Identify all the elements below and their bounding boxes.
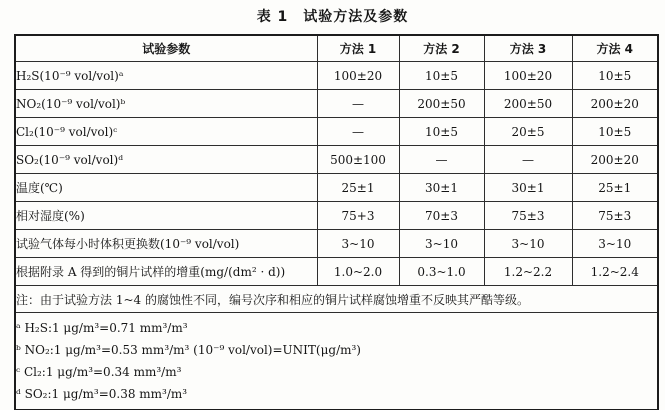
table-title: 表 1 试验方法及参数: [256, 9, 409, 25]
value-cell: 10±5: [399, 118, 484, 146]
value-cell: 75+3: [317, 202, 399, 230]
table-row: [15, 230, 658, 258]
param-label: SO₂(10⁻⁹ vol/vol)ᵈ: [15, 146, 317, 174]
footnotes-row: [15, 313, 658, 410]
footnote-d: ᵈ SO₂:1 μg/m³=0.38 mm³/m³: [16, 387, 188, 401]
value-cell: 75±3: [572, 202, 658, 230]
footnotes-block: [15, 313, 658, 410]
value-cell: 25±1: [572, 174, 658, 202]
value-cell: 1.0~2.0: [317, 258, 399, 286]
param-label: 根据附录 A 得到的铜片试样的增重(mg/(dm² · d)): [15, 258, 317, 286]
value-cell: 20±5: [484, 118, 572, 146]
footnote-a: ᵃ H₂S:1 μg/m³=0.71 mm³/m³: [16, 321, 188, 335]
table-row: [15, 174, 658, 202]
table-row: [15, 62, 658, 90]
value-cell: 200±50: [484, 90, 572, 118]
value-cell: 30±1: [484, 174, 572, 202]
value-cell: 200±20: [572, 146, 658, 174]
value-cell: 200±20: [572, 90, 658, 118]
column-header-parameter: 试验参数: [15, 35, 317, 62]
value-cell: —: [484, 146, 572, 174]
value-cell: —: [317, 90, 399, 118]
param-label: NO₂(10⁻⁹ vol/vol)ᵇ: [15, 90, 317, 118]
param-label: H₂S(10⁻⁹ vol/vol)ᵃ: [15, 62, 317, 90]
value-cell: —: [399, 146, 484, 174]
test-parameters-table: [14, 34, 659, 410]
table-note: 注：由于试验方法 1~4 的腐蚀性不同，编号次序和相应的铜片试样腐蚀增重不反映其严酷等级。: [15, 286, 658, 313]
value-cell: 10±5: [572, 62, 658, 90]
param-label: 试验气体每小时体积更换数(10⁻⁹ vol/vol): [15, 230, 317, 258]
value-cell: 10±5: [572, 118, 658, 146]
value-cell: 100±20: [484, 62, 572, 90]
column-header-method-1: 方法 1: [317, 35, 399, 62]
value-cell: 70±3: [399, 202, 484, 230]
column-header-method-3: 方法 3: [484, 35, 572, 62]
param-label: 温度(℃): [15, 174, 317, 202]
value-cell: 500±100: [317, 146, 399, 174]
note-row: [15, 286, 658, 313]
param-label: Cl₂(10⁻⁹ vol/vol)ᶜ: [15, 118, 317, 146]
value-cell: 3~10: [484, 230, 572, 258]
value-cell: 3~10: [317, 230, 399, 258]
value-cell: 1.2~2.2: [484, 258, 572, 286]
footnote-c: ᶜ Cl₂:1 μg/m³=0.34 mm³/m³: [16, 365, 182, 379]
value-cell: 200±50: [399, 90, 484, 118]
table-row: [15, 202, 658, 230]
value-cell: 100±20: [317, 62, 399, 90]
value-cell: —: [317, 118, 399, 146]
table-row: [15, 90, 658, 118]
table-row: [15, 258, 658, 286]
table-row: [15, 118, 658, 146]
table-row: [15, 146, 658, 174]
value-cell: 3~10: [399, 230, 484, 258]
value-cell: 0.3~1.0: [399, 258, 484, 286]
header-row: [15, 35, 658, 62]
column-header-method-2: 方法 2: [399, 35, 484, 62]
value-cell: 1.2~2.4: [572, 258, 658, 286]
value-cell: 3~10: [572, 230, 658, 258]
value-cell: 75±3: [484, 202, 572, 230]
param-label: 相对湿度(%): [15, 202, 317, 230]
value-cell: 10±5: [399, 62, 484, 90]
value-cell: 25±1: [317, 174, 399, 202]
column-header-method-4: 方法 4: [572, 35, 658, 62]
value-cell: 30±1: [399, 174, 484, 202]
footnote-b: ᵇ NO₂:1 μg/m³=0.53 mm³/m³ (10⁻⁹ vol/vol)=UNIT(μg/m³): [16, 343, 361, 357]
